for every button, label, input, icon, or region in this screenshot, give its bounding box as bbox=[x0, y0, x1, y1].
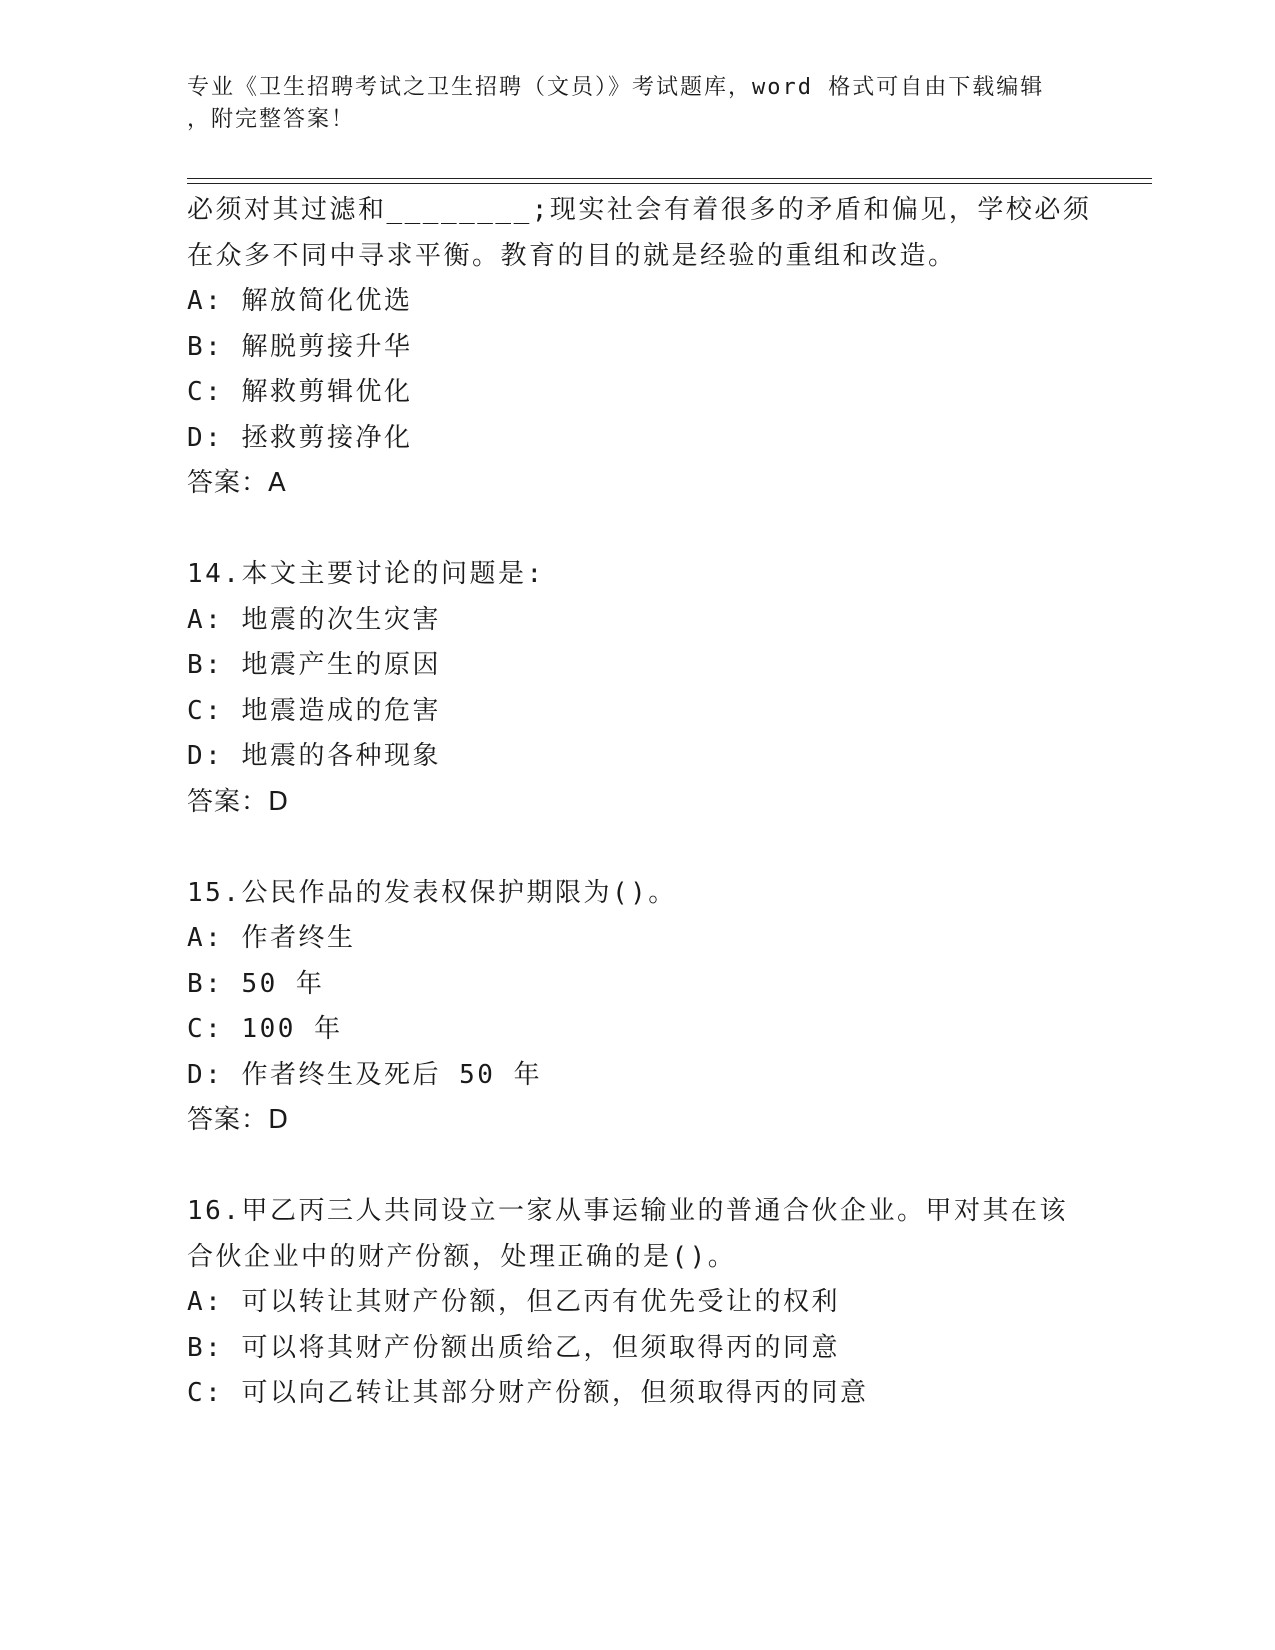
question-list bbox=[187, 188, 1092, 1417]
question-15 bbox=[187, 871, 1087, 1144]
question-16 bbox=[187, 1189, 1087, 1417]
question-text-line: 必须对其过滤和________;现实社会有着很多的矛盾和偏见，学校必须 bbox=[187, 195, 1092, 225]
option-d: D: 地震的各种现象 bbox=[187, 741, 441, 771]
spacer bbox=[187, 1144, 1087, 1190]
header-line-2: ，附完整答案！ bbox=[187, 107, 356, 132]
document-header bbox=[187, 72, 1067, 136]
question-text-line: 15.公民作品的发表权保护期限为()。 bbox=[187, 877, 677, 908]
header-line-1: 专业《卫生招聘考试之卫生招聘（文员）》考试题库，word 格式可自由下载编辑 bbox=[187, 75, 1045, 100]
option-d: D: 作者终生及死后 50 年 bbox=[187, 1059, 543, 1090]
answer-label: 答案：D bbox=[187, 1105, 290, 1135]
question-text-line: 在众多不同中寻求平衡。教育的目的就是经验的重组和改造。 bbox=[187, 240, 957, 271]
spacer bbox=[187, 507, 1087, 553]
spacer bbox=[187, 825, 1087, 871]
option-a: A: 可以转让其财产份额，但乙丙有优先受让的权利 bbox=[187, 1287, 840, 1317]
option-d: D: 拯救剪接净化 bbox=[187, 422, 413, 453]
header-rule-top bbox=[187, 178, 1152, 179]
question-text-line: 14.本文主要讨论的问题是: bbox=[187, 559, 545, 589]
option-b: B: 50 年 bbox=[187, 968, 325, 999]
option-b: B: 解脱剪接升华 bbox=[187, 331, 413, 362]
option-a: A: 地震的次生灾害 bbox=[187, 604, 441, 635]
option-c: C: 地震造成的危害 bbox=[187, 695, 441, 726]
question-14 bbox=[187, 552, 1087, 825]
option-c: C: 100 年 bbox=[187, 1014, 343, 1044]
option-c: C: 解救剪辑优化 bbox=[187, 377, 413, 407]
option-b: B: 可以将其财产份额出质给乙，但须取得丙的同意 bbox=[187, 1332, 840, 1363]
question-text-line: 16.甲乙丙三人共同设立一家从事运输业的普通合伙企业。甲对其在该 bbox=[187, 1196, 1068, 1226]
option-a: A: 解放简化优选 bbox=[187, 286, 413, 316]
answer-label: 答案：A bbox=[187, 468, 287, 498]
question-13 bbox=[187, 188, 1092, 507]
header-rule-bottom bbox=[187, 183, 1152, 184]
option-a: A: 作者终生 bbox=[187, 923, 356, 953]
question-text-line: 合伙企业中的财产份额，处理正确的是()。 bbox=[187, 1241, 737, 1272]
option-b: B: 地震产生的原因 bbox=[187, 650, 441, 680]
option-c: C: 可以向乙转让其部分财产份额，但须取得丙的同意 bbox=[187, 1378, 869, 1408]
answer-label: 答案：D bbox=[187, 786, 290, 817]
